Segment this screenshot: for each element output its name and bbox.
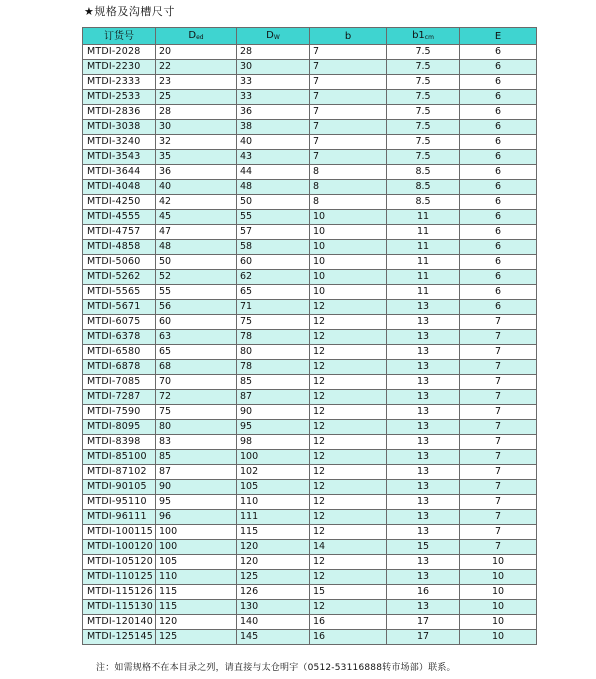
- cell-order-code: MTDI-120140: [83, 615, 156, 630]
- cell-D: 85: [237, 375, 310, 390]
- cell-b1: 11: [387, 270, 460, 285]
- cell-D: 126: [237, 585, 310, 600]
- table-row: [83, 225, 537, 240]
- cell-order-code: MTDI-6075: [83, 315, 156, 330]
- cell-b: 10: [310, 255, 387, 270]
- cell-b1: 13: [387, 390, 460, 405]
- header-d: [156, 28, 237, 45]
- cell-b1: 13: [387, 420, 460, 435]
- cell-order-code: MTDI-4555: [83, 210, 156, 225]
- cell-b1: 8.5: [387, 165, 460, 180]
- cell-b: 14: [310, 540, 387, 555]
- cell-order-code: MTDI-3240: [83, 135, 156, 150]
- cell-D: 110: [237, 495, 310, 510]
- table-row: [83, 180, 537, 195]
- cell-order-code: MTDI-5565: [83, 285, 156, 300]
- cell-D: 55: [237, 210, 310, 225]
- cell-order-code: MTDI-115126: [83, 585, 156, 600]
- page-title: ★规格及沟槽尺寸: [84, 5, 175, 18]
- header-b: b: [310, 28, 387, 45]
- cell-b1: 13: [387, 375, 460, 390]
- cell-order-code: MTDI-110125: [83, 570, 156, 585]
- table-row: [83, 285, 537, 300]
- cell-d: 22: [156, 60, 237, 75]
- cell-b: 7: [310, 90, 387, 105]
- cell-E: 6: [460, 60, 537, 75]
- cell-E: 6: [460, 180, 537, 195]
- cell-b: 12: [310, 345, 387, 360]
- cell-d: 65: [156, 345, 237, 360]
- cell-d: 115: [156, 600, 237, 615]
- cell-E: 7: [460, 360, 537, 375]
- cell-D: 75: [237, 315, 310, 330]
- cell-b: 12: [310, 600, 387, 615]
- cell-d: 47: [156, 225, 237, 240]
- cell-b: 15: [310, 585, 387, 600]
- cell-d: 80: [156, 420, 237, 435]
- table-row: [83, 480, 537, 495]
- cell-d: 100: [156, 540, 237, 555]
- cell-E: 7: [460, 525, 537, 540]
- cell-D: 100: [237, 450, 310, 465]
- cell-D: 125: [237, 570, 310, 585]
- cell-d: 30: [156, 120, 237, 135]
- header-d-sub: ed: [196, 34, 204, 41]
- cell-D: 43: [237, 150, 310, 165]
- cell-b: 12: [310, 555, 387, 570]
- cell-order-code: MTDI-2028: [83, 45, 156, 60]
- table-row: [83, 300, 537, 315]
- cell-D: 145: [237, 630, 310, 645]
- cell-d: 105: [156, 555, 237, 570]
- cell-E: 7: [460, 315, 537, 330]
- cell-order-code: MTDI-2230: [83, 60, 156, 75]
- cell-d: 96: [156, 510, 237, 525]
- cell-D: 33: [237, 90, 310, 105]
- cell-E: 6: [460, 210, 537, 225]
- cell-b1: 11: [387, 225, 460, 240]
- cell-b1: 13: [387, 315, 460, 330]
- cell-order-code: MTDI-87102: [83, 465, 156, 480]
- cell-order-code: MTDI-5262: [83, 270, 156, 285]
- cell-d: 70: [156, 375, 237, 390]
- header-d-main: D: [188, 30, 197, 41]
- cell-b1: 13: [387, 495, 460, 510]
- cell-E: 6: [460, 285, 537, 300]
- cell-b: 10: [310, 270, 387, 285]
- cell-order-code: MTDI-7085: [83, 375, 156, 390]
- spec-table: [82, 27, 537, 645]
- table-row: [83, 570, 537, 585]
- cell-E: 7: [460, 495, 537, 510]
- cell-d: 45: [156, 210, 237, 225]
- table-row: [83, 510, 537, 525]
- cell-d: 87: [156, 465, 237, 480]
- cell-d: 85: [156, 450, 237, 465]
- cell-d: 28: [156, 105, 237, 120]
- cell-b: 12: [310, 405, 387, 420]
- cell-E: 7: [460, 480, 537, 495]
- cell-order-code: MTDI-96111: [83, 510, 156, 525]
- cell-d: 23: [156, 75, 237, 90]
- table-row: [83, 60, 537, 75]
- cell-E: 6: [460, 75, 537, 90]
- cell-b1: 8.5: [387, 195, 460, 210]
- cell-D: 50: [237, 195, 310, 210]
- cell-D: 115: [237, 525, 310, 540]
- table-row: [83, 405, 537, 420]
- cell-d: 55: [156, 285, 237, 300]
- table-row: [83, 105, 537, 120]
- cell-d: 115: [156, 585, 237, 600]
- cell-E: 10: [460, 630, 537, 645]
- cell-b1: 11: [387, 240, 460, 255]
- cell-E: 7: [460, 390, 537, 405]
- footnote: 注：如需规格不在本目录之列，请直接与太仓明宇（0512-53116888转市场部）联系。: [96, 663, 456, 673]
- cell-E: 6: [460, 45, 537, 60]
- cell-order-code: MTDI-8398: [83, 435, 156, 450]
- table-row: [83, 615, 537, 630]
- cell-b: 8: [310, 195, 387, 210]
- cell-b: 12: [310, 360, 387, 375]
- cell-E: 7: [460, 540, 537, 555]
- cell-order-code: MTDI-4858: [83, 240, 156, 255]
- cell-b: 12: [310, 300, 387, 315]
- cell-b: 8: [310, 165, 387, 180]
- cell-order-code: MTDI-115130: [83, 600, 156, 615]
- cell-b: 12: [310, 480, 387, 495]
- cell-E: 7: [460, 330, 537, 345]
- table-row: [83, 195, 537, 210]
- cell-order-code: MTDI-8095: [83, 420, 156, 435]
- cell-order-code: MTDI-100120: [83, 540, 156, 555]
- cell-d: 60: [156, 315, 237, 330]
- cell-E: 6: [460, 150, 537, 165]
- cell-b1: 13: [387, 570, 460, 585]
- cell-order-code: MTDI-4757: [83, 225, 156, 240]
- cell-d: 48: [156, 240, 237, 255]
- cell-D: 36: [237, 105, 310, 120]
- cell-d: 95: [156, 495, 237, 510]
- table-row: [83, 525, 537, 540]
- cell-d: 110: [156, 570, 237, 585]
- cell-d: 100: [156, 525, 237, 540]
- cell-D: 71: [237, 300, 310, 315]
- cell-b1: 13: [387, 525, 460, 540]
- cell-d: 50: [156, 255, 237, 270]
- cell-E: 6: [460, 120, 537, 135]
- cell-b: 12: [310, 525, 387, 540]
- cell-d: 72: [156, 390, 237, 405]
- cell-b: 12: [310, 450, 387, 465]
- table-row: [83, 375, 537, 390]
- cell-b1: 13: [387, 435, 460, 450]
- cell-d: 52: [156, 270, 237, 285]
- cell-d: 20: [156, 45, 237, 60]
- cell-d: 83: [156, 435, 237, 450]
- table-row: [83, 75, 537, 90]
- cell-b: 7: [310, 105, 387, 120]
- cell-b: 12: [310, 435, 387, 450]
- cell-b: 12: [310, 495, 387, 510]
- cell-b1: 13: [387, 450, 460, 465]
- header-b1-sub: cm: [424, 34, 434, 41]
- cell-b: 12: [310, 570, 387, 585]
- cell-d: 42: [156, 195, 237, 210]
- header-order-code: 订货号: [83, 28, 156, 45]
- cell-b: 7: [310, 60, 387, 75]
- cell-E: 6: [460, 300, 537, 315]
- cell-order-code: MTDI-2333: [83, 75, 156, 90]
- cell-order-code: MTDI-2836: [83, 105, 156, 120]
- cell-b1: 7.5: [387, 60, 460, 75]
- cell-b: 7: [310, 150, 387, 165]
- cell-D: 44: [237, 165, 310, 180]
- cell-order-code: MTDI-3644: [83, 165, 156, 180]
- cell-b1: 7.5: [387, 105, 460, 120]
- cell-b1: 7.5: [387, 120, 460, 135]
- header-b1-main: b1: [412, 30, 425, 41]
- cell-b1: 17: [387, 630, 460, 645]
- cell-E: 7: [460, 375, 537, 390]
- cell-D: 98: [237, 435, 310, 450]
- cell-D: 28: [237, 45, 310, 60]
- cell-b1: 7.5: [387, 90, 460, 105]
- cell-D: 78: [237, 330, 310, 345]
- cell-D: 87: [237, 390, 310, 405]
- cell-E: 10: [460, 570, 537, 585]
- table-row: [83, 165, 537, 180]
- cell-b1: 13: [387, 405, 460, 420]
- cell-D: 95: [237, 420, 310, 435]
- table-row: [83, 600, 537, 615]
- cell-d: 32: [156, 135, 237, 150]
- cell-b1: 8.5: [387, 180, 460, 195]
- cell-d: 90: [156, 480, 237, 495]
- cell-b1: 11: [387, 285, 460, 300]
- cell-D: 48: [237, 180, 310, 195]
- cell-order-code: MTDI-4048: [83, 180, 156, 195]
- cell-D: 57: [237, 225, 310, 240]
- cell-D: 80: [237, 345, 310, 360]
- table-row: [83, 315, 537, 330]
- table-row: [83, 435, 537, 450]
- cell-E: 7: [460, 405, 537, 420]
- cell-b: 12: [310, 390, 387, 405]
- cell-b: 12: [310, 510, 387, 525]
- table-row: [83, 420, 537, 435]
- cell-E: 6: [460, 270, 537, 285]
- cell-E: 10: [460, 600, 537, 615]
- cell-order-code: MTDI-100115: [83, 525, 156, 540]
- table-row: [83, 390, 537, 405]
- cell-b: 10: [310, 225, 387, 240]
- table-row: [83, 465, 537, 480]
- table-body: [83, 45, 537, 645]
- cell-b: 12: [310, 330, 387, 345]
- cell-b1: 16: [387, 585, 460, 600]
- table-row: [83, 135, 537, 150]
- cell-b: 12: [310, 420, 387, 435]
- cell-E: 7: [460, 345, 537, 360]
- table-row: [83, 240, 537, 255]
- cell-E: 6: [460, 240, 537, 255]
- cell-E: 6: [460, 135, 537, 150]
- cell-b: 10: [310, 240, 387, 255]
- cell-order-code: MTDI-3543: [83, 150, 156, 165]
- cell-b1: 15: [387, 540, 460, 555]
- cell-b: 12: [310, 465, 387, 480]
- cell-D: 130: [237, 600, 310, 615]
- header-D-sub: W: [273, 34, 280, 41]
- table-row: [83, 360, 537, 375]
- cell-D: 40: [237, 135, 310, 150]
- cell-b1: 13: [387, 300, 460, 315]
- cell-b: 7: [310, 120, 387, 135]
- cell-D: 33: [237, 75, 310, 90]
- table-row: [83, 255, 537, 270]
- cell-b1: 13: [387, 360, 460, 375]
- table-row: [83, 120, 537, 135]
- cell-E: 7: [460, 450, 537, 465]
- cell-order-code: MTDI-5060: [83, 255, 156, 270]
- cell-b1: 13: [387, 600, 460, 615]
- cell-order-code: MTDI-85100: [83, 450, 156, 465]
- cell-D: 102: [237, 465, 310, 480]
- cell-d: 36: [156, 165, 237, 180]
- cell-b1: 13: [387, 510, 460, 525]
- cell-E: 6: [460, 195, 537, 210]
- cell-order-code: MTDI-7590: [83, 405, 156, 420]
- table-row: [83, 330, 537, 345]
- cell-b1: 17: [387, 615, 460, 630]
- cell-b1: 13: [387, 465, 460, 480]
- cell-d: 63: [156, 330, 237, 345]
- cell-E: 10: [460, 585, 537, 600]
- header-D: [237, 28, 310, 45]
- cell-E: 6: [460, 255, 537, 270]
- cell-E: 7: [460, 465, 537, 480]
- cell-order-code: MTDI-125145: [83, 630, 156, 645]
- table-row: [83, 495, 537, 510]
- cell-b1: 7.5: [387, 135, 460, 150]
- cell-D: 60: [237, 255, 310, 270]
- cell-D: 120: [237, 540, 310, 555]
- cell-d: 125: [156, 630, 237, 645]
- cell-b1: 13: [387, 330, 460, 345]
- cell-d: 40: [156, 180, 237, 195]
- header-b1: [387, 28, 460, 45]
- cell-b: 12: [310, 315, 387, 330]
- cell-D: 105: [237, 480, 310, 495]
- cell-b: 10: [310, 285, 387, 300]
- table-row: [83, 555, 537, 570]
- cell-E: 7: [460, 420, 537, 435]
- cell-D: 62: [237, 270, 310, 285]
- cell-order-code: MTDI-5671: [83, 300, 156, 315]
- cell-d: 35: [156, 150, 237, 165]
- cell-D: 111: [237, 510, 310, 525]
- cell-order-code: MTDI-95110: [83, 495, 156, 510]
- cell-b: 7: [310, 135, 387, 150]
- cell-D: 78: [237, 360, 310, 375]
- cell-d: 68: [156, 360, 237, 375]
- cell-order-code: MTDI-3038: [83, 120, 156, 135]
- cell-D: 65: [237, 285, 310, 300]
- cell-E: 10: [460, 615, 537, 630]
- cell-b1: 13: [387, 345, 460, 360]
- table-row: [83, 345, 537, 360]
- table-row: [83, 585, 537, 600]
- table-row: [83, 90, 537, 105]
- cell-D: 120: [237, 555, 310, 570]
- cell-D: 30: [237, 60, 310, 75]
- table-row: [83, 210, 537, 225]
- header-D-main: D: [266, 30, 274, 41]
- table-row: [83, 540, 537, 555]
- cell-order-code: MTDI-2533: [83, 90, 156, 105]
- cell-b1: 7.5: [387, 45, 460, 60]
- cell-E: 7: [460, 510, 537, 525]
- cell-b1: 11: [387, 210, 460, 225]
- cell-D: 58: [237, 240, 310, 255]
- cell-D: 140: [237, 615, 310, 630]
- cell-E: 6: [460, 90, 537, 105]
- cell-order-code: MTDI-7287: [83, 390, 156, 405]
- cell-b: 16: [310, 615, 387, 630]
- cell-E: 6: [460, 105, 537, 120]
- cell-b1: 13: [387, 480, 460, 495]
- cell-b1: 11: [387, 255, 460, 270]
- cell-order-code: MTDI-6878: [83, 360, 156, 375]
- cell-order-code: MTDI-90105: [83, 480, 156, 495]
- cell-D: 38: [237, 120, 310, 135]
- cell-b: 7: [310, 45, 387, 60]
- cell-order-code: MTDI-4250: [83, 195, 156, 210]
- header-E: E: [460, 28, 537, 45]
- cell-d: 56: [156, 300, 237, 315]
- cell-d: 75: [156, 405, 237, 420]
- cell-b: 12: [310, 375, 387, 390]
- cell-order-code: MTDI-6378: [83, 330, 156, 345]
- table-row: [83, 630, 537, 645]
- cell-order-code: MTDI-6580: [83, 345, 156, 360]
- cell-b: 16: [310, 630, 387, 645]
- table-row: [83, 450, 537, 465]
- cell-E: 6: [460, 165, 537, 180]
- table-row: [83, 270, 537, 285]
- cell-d: 120: [156, 615, 237, 630]
- cell-b: 7: [310, 75, 387, 90]
- cell-E: 7: [460, 435, 537, 450]
- table-header-row: [83, 28, 537, 45]
- cell-E: 10: [460, 555, 537, 570]
- cell-D: 90: [237, 405, 310, 420]
- table-row: [83, 150, 537, 165]
- cell-d: 25: [156, 90, 237, 105]
- cell-b1: 13: [387, 555, 460, 570]
- cell-b1: 7.5: [387, 75, 460, 90]
- cell-E: 6: [460, 225, 537, 240]
- table-row: [83, 45, 537, 60]
- cell-order-code: MTDI-105120: [83, 555, 156, 570]
- cell-b: 8: [310, 180, 387, 195]
- cell-b1: 7.5: [387, 150, 460, 165]
- cell-b: 10: [310, 210, 387, 225]
